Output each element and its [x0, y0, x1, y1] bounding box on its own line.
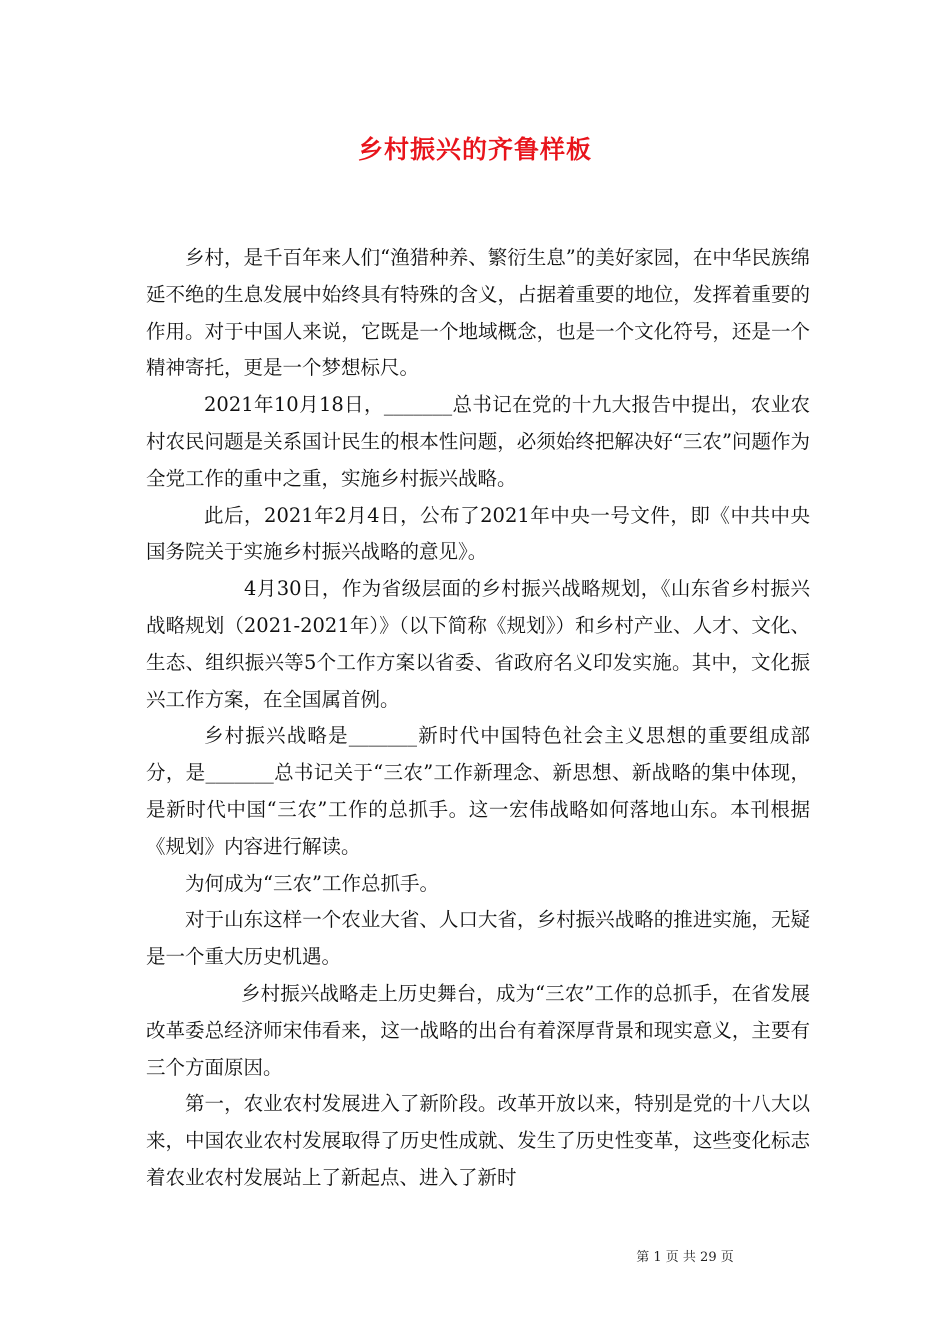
- page-number: 第 1 页 共 29 页: [636, 1250, 734, 1265]
- paragraph-heading: 为何成为“三农”工作总抓手。: [185, 871, 439, 895]
- paragraph-intro: 乡村，是千百年来人们“渔猎种养、繁衍生息”的美好家园，在中华民族绵延不绝的生息发展中始终具有特殊的含义，占据着重要的地位，发挥着重要的作用。对于中国人来说，它既是一个地域概念，也是一个文化符号，还是一个精神寄托，更是一个梦想标尺。: [146, 246, 810, 380]
- document-body: [146, 240, 810, 1197]
- document-title: 乡村振兴的齐鲁样板: [357, 135, 592, 164]
- paragraph-opportunity: 对于山东这样一个农业大省、人口大省，乡村振兴战略的推进实施，无疑是一个重大历史机遇。: [146, 908, 810, 969]
- paragraph-document: 此后，2021年2月4日，公布了2021年中央一号文件，即《中共中央国务院关于实施乡村振兴战略的意见》。: [146, 503, 810, 564]
- paragraph-plan: 4月30日，作为省级层面的乡村振兴战略规划，《山东省乡村振兴战略规划（2021-2021年）》（以下简称《规划》）和乡村产业、人才、文化、生态、组织振兴等5个工作方案以省委、省政府名义印发实施。其中，文化振兴工作方案，在全国属首例。: [146, 577, 810, 711]
- paragraph-background: 乡村振兴战略走上历史舞台，成为“三农”工作的总抓手，在省发展改革委总经济师宋伟看来，这一战略的出台有着深厚背景和现实意义，主要有三个方面原因。: [146, 981, 810, 1079]
- paragraph-report: 2021年10月18日，_______总书记在党的十九大报告中提出，农业农村农民问题是关系国计民生的根本性问题，必须始终把解决好“三农”问题作为全党工作的重中之重，实施乡村振兴战略。: [146, 393, 810, 490]
- paragraph-first-reason: 第一，农业农村发展进入了新阶段。改革开放以来，特别是党的十八大以来，中国农业农村发展取得了历史性成就、发生了历史性变革，这些变化标志着农业农村发展站上了新起点、进入了新时: [146, 1092, 810, 1189]
- paragraph-strategy: 乡村振兴战略是_______新时代中国特色社会主义思想的重要组成部分，是_______总书记关于“三农”工作新理念、新思想、新战略的集中体现，是新时代中国“三农”工作的总抓手。这一宏伟战略如何落地山东。本刊根据《规划》内容进行解读。: [146, 724, 810, 858]
